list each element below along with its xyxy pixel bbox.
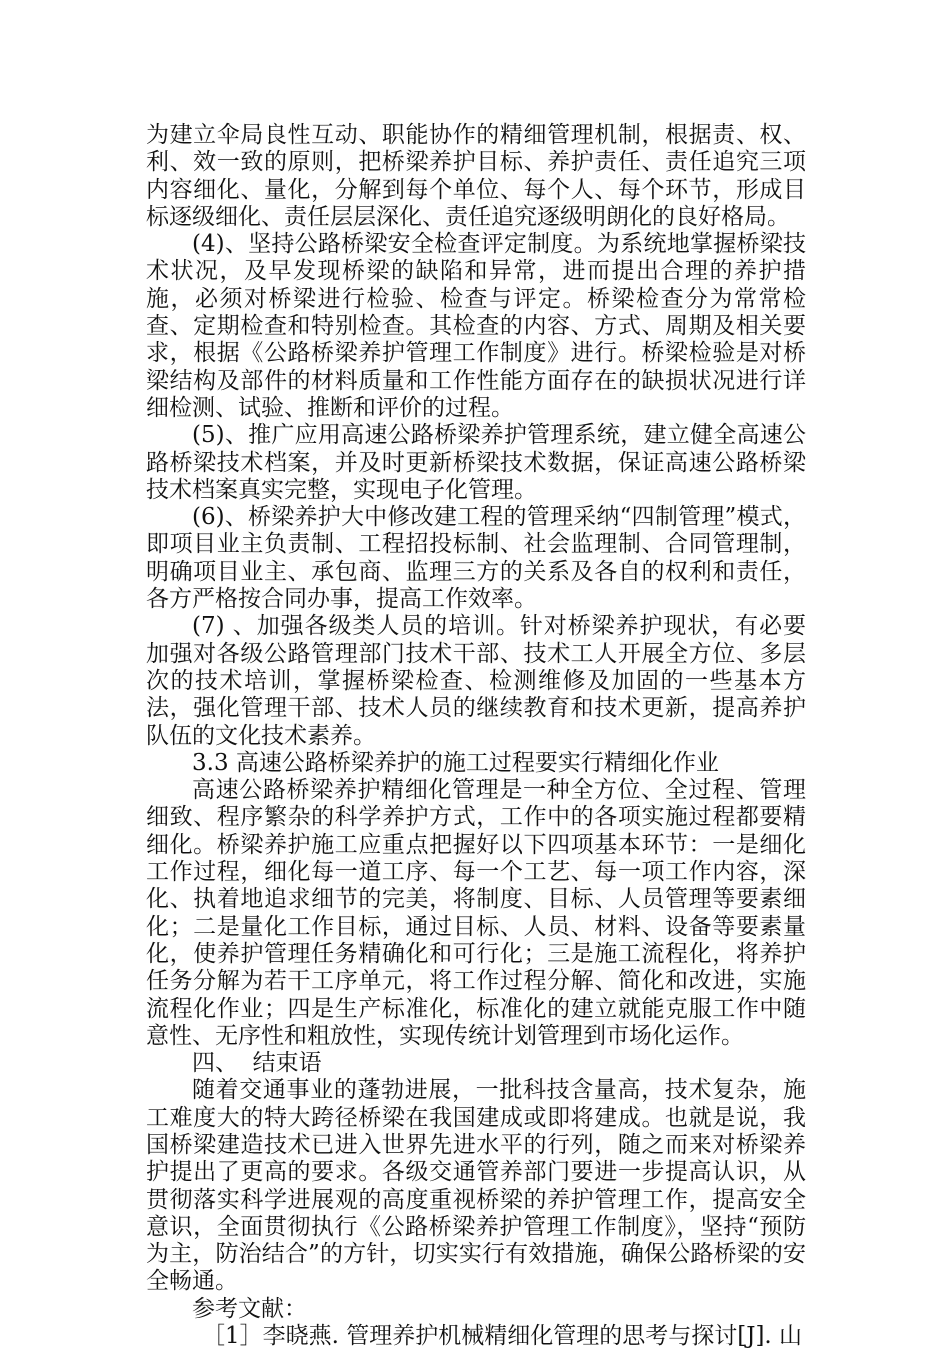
paragraph-four-systems: (6)、桥梁养护大中修改建工程的管理采纳“四制管理”模式，即项目业主负责制、工程招投标制、社会监理制、合同管理制，明确项目业主、承包商、监理三方的关系及各自的权利和责任，各方严格按合同办事，提高工作效率。 xyxy=(146,504,806,613)
reference-item-1: ［1］李晓燕. 管理养护机械精细化管理的思考与探讨[J]. 山 xyxy=(202,1323,803,1350)
paragraph-safety-inspection: (4)、坚持公路桥梁安全检查评定制度。为系统地掌握桥梁技术状况，及早发现桥梁的缺陷和异常，进而提出合理的养护措施，必须对桥梁进行检验、检查与评定。桥梁检查分为常常检查、定期检查和特别检查。其检查的内容、方式、周期及相关要求，根据《公路桥梁养护管理工作制度》进行。桥梁检验是对桥梁结构及部件的材料质量和工作性能方面存在的缺损状况进行详细检测、试验、推断和评价的过程。 xyxy=(146,231,806,421)
paragraph-refined-operation: 高速公路桥梁养护精细化管理是一种全方位、全过程、管理细致、程序繁杂的科学养护方式，工作中的各项实施过程都要精细化。桥梁养护施工应重点把握好以下四项基本环节：一是细化工作过程，细化每一道工序、每一个工艺、每一项工作内容，深化、执着地追求细节的完美，将制度、目标、人员管理等要素细化；二是量化工作目标，通过目标、人员、材料、设备等要素量化，使养护管理任务精确化和可行化；三是施工流程化，将养护任务分解为若干工序单元，将工作过程分解、简化和改进，实施流程化作业；四是生产标准化，标准化的建立就能克服工作中随意性、无序性和粗放性，实现传统计划管理到市场化运作。 xyxy=(146,777,806,1049)
section-heading-conclusion: 四、 结束语 xyxy=(192,1050,322,1077)
paragraph-conclusion: 随着交通事业的蓬勃进展，一批科技含量高，技术复杂，施工难度大的特大跨径桥梁在我国建成或即将建成。也就是说，我国桥梁建造技术已进入世界先进水平的行列，随之而来对桥梁养护提出了更高的要求。各级交通管养部门要进一步提高认识，从贯彻落实科学进展观的高度重视桥梁的养护管理工作，提高安全意识，全面贯彻执行《公路桥梁养护管理工作制度》，坚持“预防为主，防治结合”的方针，切实实行有效措施，确保公路桥梁的安全畅通。 xyxy=(146,1077,806,1295)
paragraph-training: (7) 、加强各级类人员的培训。针对桥梁养护现状，有必要加强对各级公路管理部门技术干部、技术工人开展全方位、多层次的技术培训，掌握桥梁检查、检测维修及加固的一些基本方法，强化管理干部、技术人员的继续教育和技术更新，提高养护队伍的文化技术素养。 xyxy=(146,613,806,749)
document-body xyxy=(146,122,806,1350)
section-heading-3-3: 3.3 高速公路桥梁养护的施工过程要实行精细化作业 xyxy=(192,749,719,776)
paragraph-management-mechanism: 为建立伞局良性互动、职能协作的精细管理机制，根据责、权、利、效一致的原则，把桥梁养护目标、养护责任、责任追究三项内容细化、量化，分解到每个单位、每个人、每个环节，形成目标逐级细化、责任层层深化、责任追究逐级明朗化的良好格局。 xyxy=(146,122,806,230)
paragraph-management-system: (5)、推广应用高速公路桥梁养护管理系统，建立健全高速公路桥梁技术档案，并及时更新桥梁技术数据，保证高速公路桥梁技术档案真实完整，实现电子化管理。 xyxy=(146,422,806,503)
references-heading: 参考文献： xyxy=(192,1295,307,1322)
